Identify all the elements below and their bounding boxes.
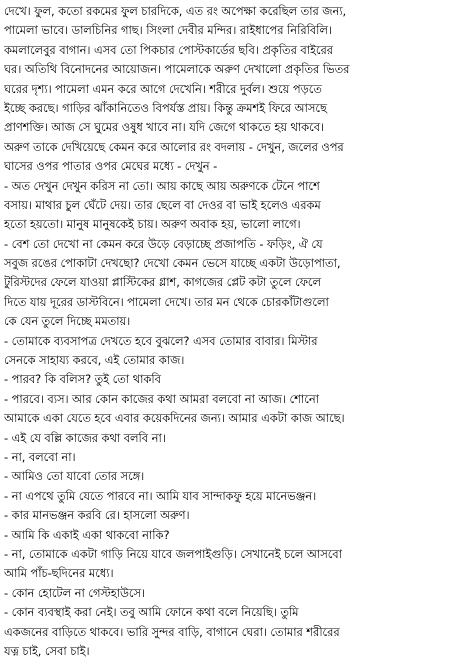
text-line: কমলালেবুর বাগান। এসব তো পিকচার পোস্টকার্ডের ছবি। প্রকৃতির বাইরের [4, 42, 333, 57]
text-line: পামেলা ভাবে। ডালচিনির গাছ। সিংলা দেবীর মন্দির। রাইধাপের নিরিবিলি। [4, 23, 332, 38]
text-line: প্রাণশক্তি। আজ সে ঘুমের ওষুধ খাবে না। যদি জেগে থাকতে হয় থাকবে। [4, 120, 325, 135]
text-line: সবুজ রঙের পোকাটা দেখছো? দেখো কেমন ভেসে যাচ্ছে একটা উড়োপাতা, [4, 256, 341, 271]
text-line: - না, বলবো না। [4, 449, 76, 464]
text-line: একজনের বাড়িতে থাকবে। ভারি সুন্দর বাড়ি, বাগানে ঘেরা। তোমার শরীরের [4, 624, 340, 639]
text-line: কে যেন তুলে দিচ্ছে মমতায়। [4, 314, 131, 329]
text-line: - আমিও তো যাবো তোর সঙ্গে। [4, 469, 145, 484]
text-line: - অত দেখুন দেখুন করিস না তো। আয় কাছে আয় অরুণকে টেনে পাশে [4, 178, 320, 193]
text-line: দিতে যায় দূরের ডাস্টবিনে। পামেলা দেখে। তার মন থেকে চোরকাঁটাগুলো [4, 294, 329, 309]
text-line: হতো হয়তো। মানুষ মানুষকেই চায়। অরুণ অবাক হয়, ভালো লাগে। [4, 217, 301, 232]
text-line: - না, তোমাকে একটা গাড়ি নিয়ে যাবে জলপাইগুড়ি। সেখানেই চলে আসবো [4, 546, 342, 561]
text-line: - এই যে বল্লি কাজের কথা বলবি না। [4, 430, 166, 445]
text-line: আমাকে একা যেতে হবে এবার কয়েকদিনের জন্য। আমার একটা কাজ আছে। [4, 411, 345, 426]
text-line: আমি পাঁচ-ছদিনের মধ্যে। [4, 566, 114, 581]
text-line: - বেশ তো দেখো না কেমন করে উড়ে বেড়াচ্ছে প্রজাপতি - ফড়িং, ঐ যে [4, 236, 323, 251]
text-line: যত্ন চাই, সেবা চাই। [4, 643, 90, 658]
text-line: ইচ্ছে করছে। গাড়ির ঝাঁকানিতেও বিপর্যস্ত প্রায়। কিন্তু ক্রমশই ফিরে আসছে [4, 100, 327, 115]
text-line: - পারব? কি বলিস? তুই তো থাকবি [4, 372, 161, 387]
text-line: বসায়। মাথার চুল ঘেঁটে দেয়। তার ছেলে বা দেওর বা ভাই হলেও এরকম [4, 197, 321, 212]
text-line: - কোন ব্যবস্থাই করা নেই। তবু আমি ফোনে কথা বলে নিয়েছি। তুমি [4, 605, 299, 620]
text-line: - কার মানভঞ্জন করবি রে। হাসলো অরুণ। [4, 508, 190, 523]
text-line: ঘরের দৃশ্য। পামেলা এমন করে আগে দেখেনি। শরীরে দুর্বল। শুয়ে পড়তে [4, 81, 322, 96]
text-line: ঘাসের ওপর পাতার ওপর মেঘের মধ্যে - দেখুন - [4, 159, 218, 174]
text-line: অরুণ তাকে দেখিয়েছে কেমন করে আলোর রং বদলায় - দেখুন, জলের ওপর [4, 139, 344, 154]
text-line: - পারবে। ব্যস। আর কোন কাজের কথা আমরা বলবো না আজ। শোনো [4, 391, 319, 406]
text-line: - কোন হোটেল না গেস্টহাউসে। [4, 585, 145, 600]
text-line: সেনকে সাহায্য করবে, এই তোমার কাজ। [4, 353, 185, 368]
text-line: ঘর। অতিথি বিনোদনের আয়োজন। পামেলাকে অরুণ দেখালো প্রকৃতির ভিতর [4, 62, 350, 77]
text-line: - তোমাকে ব্যবসাপত্র দেখতে হবে বুঝলে? এসব তোমার বাবার। মিস্টার [4, 333, 318, 348]
text-line: - না এপথে তুমি যেতে পারবে না। আমি যাব সান্দাকফু হয়ে মানেভঞ্জন। [4, 488, 317, 503]
text-line: দেখে। ফুল, কতো রকমের ফুল চারদিকে, এত রং অপেক্ষা করেছিল তার জন্য, [4, 4, 347, 18]
text-line: টুরিস্টদের ফেলে যাওয়া প্লাস্টিকের গ্লাশ, কাগজের প্লেট কটা তুলে ফেলে [4, 275, 322, 290]
text-line: - আমি কি একাই একা থাকবো নাকি? [4, 527, 170, 542]
